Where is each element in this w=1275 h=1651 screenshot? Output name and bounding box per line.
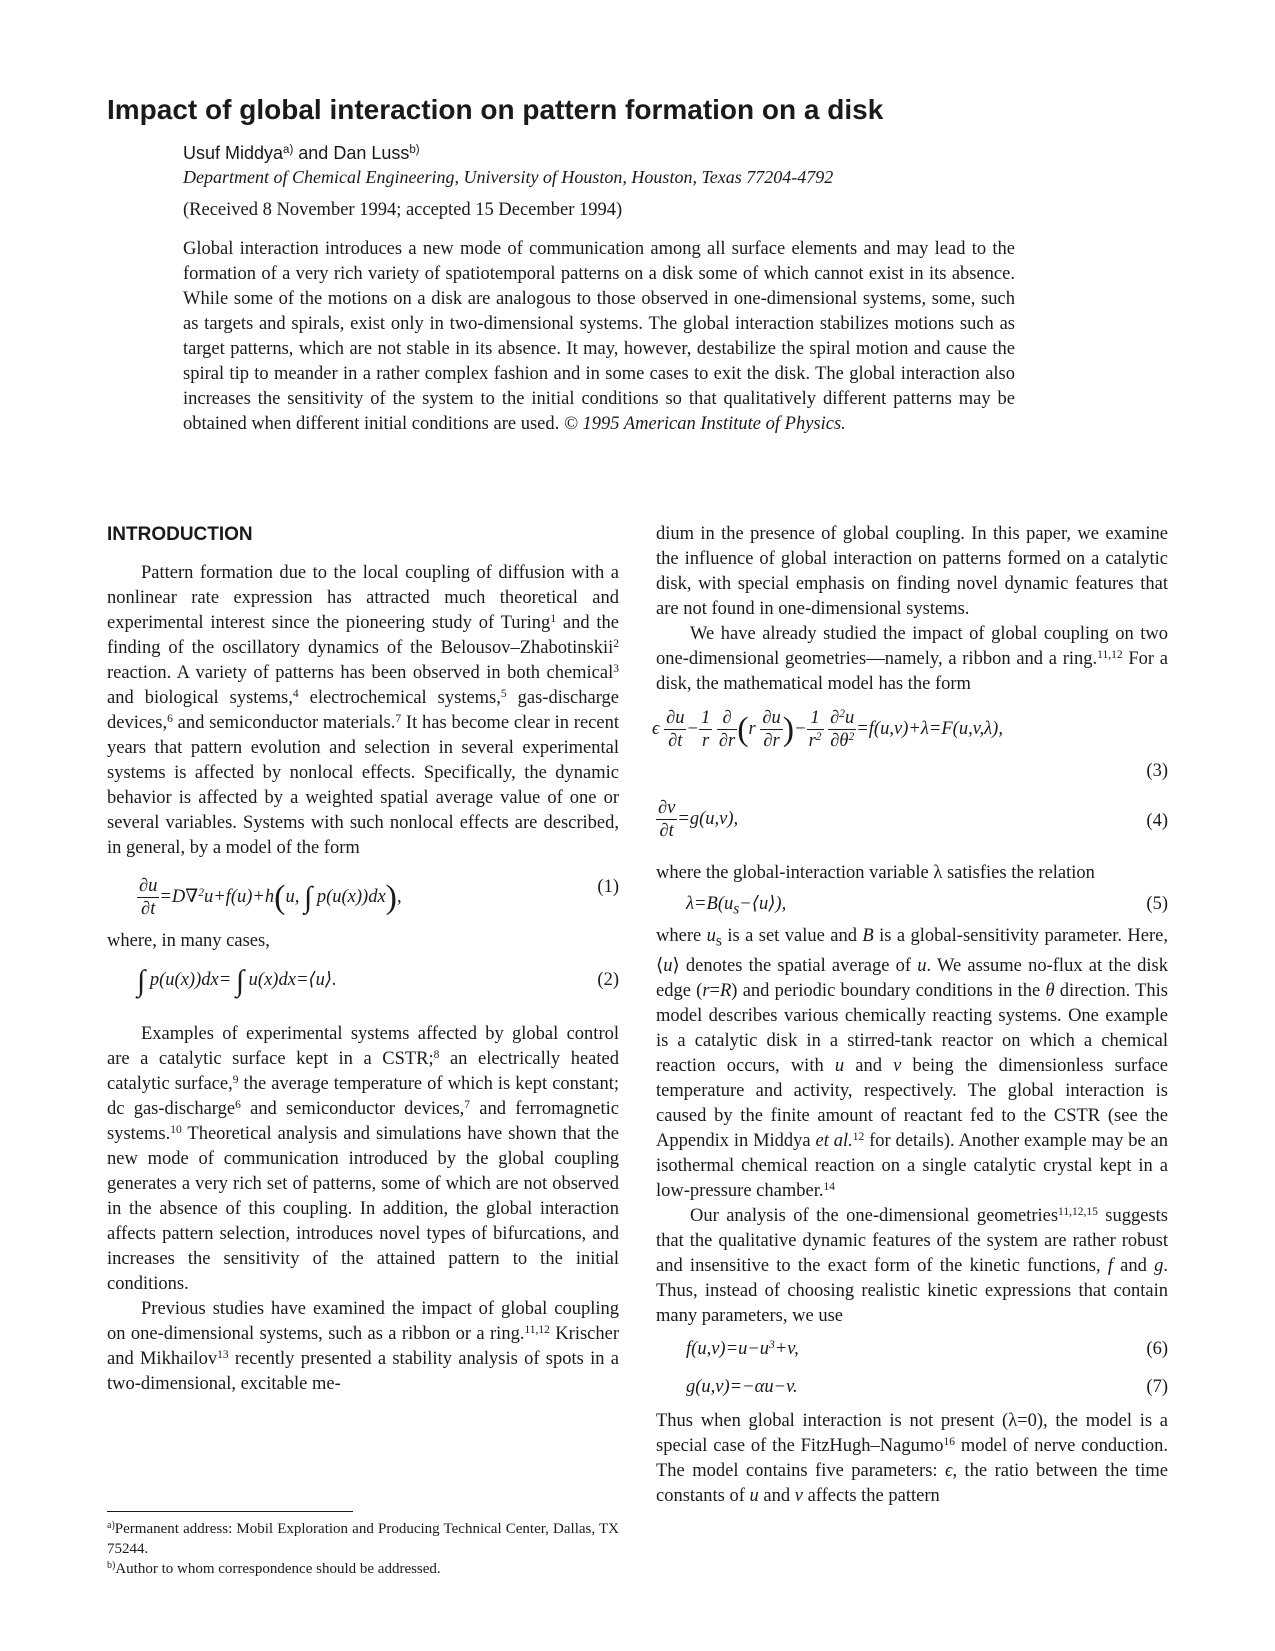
equation-4: $\frac{\partial v}{\partial t}$ =g(u,v), (4) [658, 798, 1168, 841]
paper-title: Impact of global interaction on pattern formation on a disk [107, 94, 884, 125]
equation-6: $f(u,v)=u-u^3+v$, (6) [656, 1329, 1168, 1367]
footnotes [107, 1519, 619, 1579]
citation: 12 [852, 1130, 865, 1143]
citation: 9 [232, 1074, 239, 1086]
abstract [183, 237, 1015, 437]
equation-number: (3) [1146, 761, 1168, 781]
citation: 6 [235, 1099, 241, 1111]
abstract-text: Global interaction introduces a new mode of communication among all surface elements and may lead to the formation of a very rich variety of spatiotemporal patterns on a disk some of which cannot exist in its absence. While some of the motions on a disk are analogous to those observed in one-dimensional systems, some, such as targets and spirals, exist only in two-dimensional systems. The global interaction stabilizes motions such as target patterns, which are not stable in its absence. It may, however, destabilize the spiral motion and cause the spiral tip to meander in a rather complex fashion and in some cases to exit the disk. The global interaction also increases the sensitivity of the system to the initial conditions so that qualitatively different patterns may be obtained when different initial conditions are used. [183, 239, 1015, 434]
received-dates: (Received 8 November 1994; accepted 15 December 1994) [183, 200, 623, 220]
citation: 6 [167, 713, 173, 725]
equation-number: (5) [1146, 894, 1168, 914]
affiliation-marker: b) [409, 144, 420, 156]
equation-number: (2) [597, 970, 619, 990]
copyright-notice: © 1995 American Institute of Physics. [563, 414, 846, 434]
paragraph: Thus when global interaction is not present (λ=0), the model is a special case of the FitzHugh–Nagumo$^{16}$ model of nerve conduction. The model contains five parameters: ϵ, the ratio between the time constants of u and v affects the pattern [656, 1410, 1168, 1506]
paragraph: Our analysis of the one-dimensional geometries$^{11,12,15}$ suggests that the qualitative dynamic features of the system are rather robust and insensitive to the exact form of the kinetic functions, f and g. Thus, instead of choosing realistic kinetic expressions that contain many parameters, we use [656, 1205, 1168, 1326]
author-list [183, 142, 420, 164]
equation-2: ∫ p(u(x))dx= ∫ u(x)dx=⟨u⟩. (2) [137, 964, 619, 998]
equation-7: g(u,v)=−αu−v. (7) [656, 1367, 1168, 1409]
footnote-a: $^{a)}$Permanent address: Mobil Exploration and Producing Technical Center, Dallas, TX 75244. [107, 1520, 619, 1557]
left-column [107, 522, 619, 1397]
equation-5: $\lambda=B(u_s-⟨u⟩)$, (5) [686, 894, 1168, 918]
paragraph: where, in many cases, [107, 931, 270, 951]
right-column [652, 522, 1169, 1509]
footnote-b: $^{b)}$Author to whom correspondence should be addressed. [107, 1560, 441, 1577]
citation: 4 [292, 688, 299, 700]
citation: 7 [395, 713, 402, 725]
citation: 13 [217, 1349, 229, 1361]
paragraph: We have already studied the impact of global coupling on two one-dimensional geometries—namely, a ribbon and a ring.$^{11,12}$ For a disk, the mathematical model has the form [656, 624, 1169, 694]
citation: 11,12,15 [1058, 1205, 1098, 1218]
citation: 5 [500, 688, 507, 700]
equation-number: (4) [1146, 811, 1168, 831]
citation: 16 [943, 1435, 955, 1448]
citation: 1 [550, 613, 557, 625]
paragraph: Examples of experimental systems affected by global control are a catalytic surface kept in a CSTR;$^8$ an electrically heated catalytic surface,$^9$ the average temperature of which is kept constant; dc gas-discharge$^6$ and semiconductor devices,$^7$ and ferromagnetic systems.$^{10}$ Theoretical analysis and simulations have shown that the new mode of communication introduced by the global coupling generates a very rich set of patterns, some of which are not observed in the absence of this coupling. In addition, the global interaction affects pattern selection, introduces novel types of bifurcations, and increases the sensitivity of the attained pattern to the initial conditions. [107, 1024, 620, 1294]
equation-number: (7) [1146, 1376, 1168, 1397]
equation-number: (1) [597, 877, 619, 897]
citation: 3 [613, 663, 619, 675]
author-name: Dan Luss [333, 143, 410, 163]
author-separator: and [293, 143, 334, 163]
citation: 11,12 [1097, 649, 1123, 661]
citation: 14 [823, 1180, 835, 1193]
section-heading: INTRODUCTION [107, 524, 253, 545]
affiliation: Department of Chemical Engineering, University of Houston, Houston, Texas 77204-4792 [183, 167, 834, 187]
equation-3: ϵ $\frac{\partial u}{\partial t}$ − $\frac{1}{r}$ $\frac{\partial}{\partial r}$ (r $\frac{\partial u}{\partial r}$ )− $\frac{1}{r^2}$ $\frac{\partial^2u}{\partial\theta^2}$ =f(u,v)+λ=F(u,v,λ), (3) [656, 697, 1168, 791]
paragraph: Previous studies have examined the impact of global coupling on one-dimensional systems, such as a ribbon or a ring.$^{11,12}$ Krischer and Mikhailov$^{13}$ recently presented a stability analysis of spots in a two-dimensional, excitable me- [107, 1299, 619, 1394]
equation-1: $\frac{\partial u}{\partial t}$ =D∇$^2$u+f(u)+h(u, ∫ p(u(x))dx), (1) [139, 876, 619, 919]
paragraph: where $u_s$ is a set value and B is a global-sensitivity parameter. Here, ⟨u⟩ denotes the spatial average of u. We assume no-flux at the disk edge (r=R) and periodic boundary conditions in the θ direction. This model describes various chemically reacting systems. One example is a catalytic disk in a stirred-tank reactor on which a chemical reaction occurs, with u and v being the dimensionless surface temperature and activity, respectively. The global interaction is caused by the finite amount of reactant fed to the CSTR (see the Appendix in Middya et al.$^{12}$ for details). Another example may be an isothermal chemical reaction on a single catalytic crystal kept in a low-pressure chamber.$^{14}$ [656, 926, 1169, 1201]
citation: 10 [170, 1124, 182, 1136]
paragraph: Pattern formation due to the local coupling of diffusion with a nonlinear rate expression has attracted much theoretical and experimental interest since the pioneering study of Turing$^1$ and the finding of the oscillatory dynamics of the Belousov–Zhabotinskii$^2$ reaction. A variety of patterns has been observed in both chemical$^3$ and biological systems,$^4$ electrochemical systems,$^5$ gas-discharge devices,$^6$ and semiconductor materials.$^7$ It has become clear in recent years that pattern evolution and selection in several experimental systems is affected by nonlocal effects. Specifically, the dynamic behavior is affected by a weighted spatial average value of one or several variables. Systems with such nonlocal effects are described, in general, by a model of the form [107, 563, 620, 858]
author-name: Usuf Middya [183, 143, 284, 163]
paragraph: where the global-interaction variable λ satisfies the relation [656, 863, 1095, 883]
citation: 7 [464, 1099, 471, 1111]
footnote-rule [107, 1511, 353, 1512]
paragraph: dium in the presence of global coupling. In this paper, we examine the influence of global interaction on patterns formed on a catalytic disk, with special emphasis on finding novel dynamic features that are not found in one-dimensional systems. [656, 524, 1168, 619]
equation-number: (6) [1146, 1338, 1168, 1359]
citation: 8 [433, 1049, 440, 1061]
citation: 2 [613, 638, 619, 650]
citation: 11,12 [524, 1324, 550, 1336]
affiliation-marker: a) [283, 144, 294, 156]
